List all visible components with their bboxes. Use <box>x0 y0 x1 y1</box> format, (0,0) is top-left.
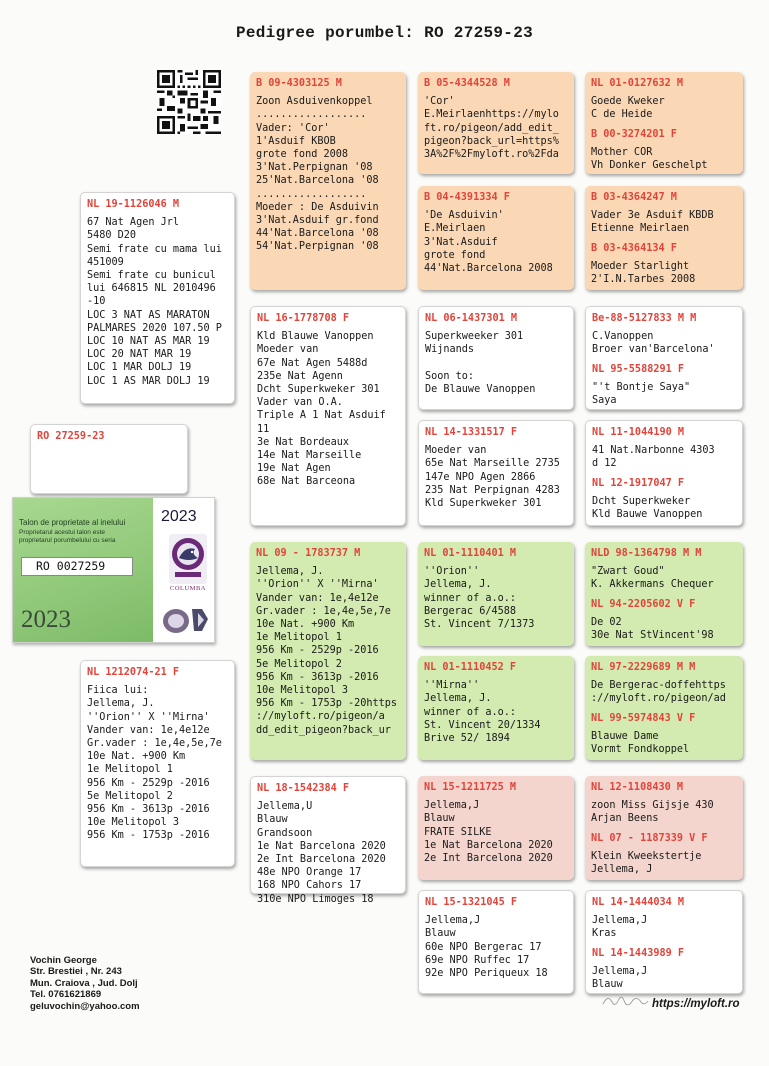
sire-dam-ring: NL 16-1778708 F <box>257 313 350 324</box>
ownership-card-brand: COLUMBA <box>169 585 206 592</box>
dds-ring: NL 15-1211725 M <box>424 782 517 793</box>
dss-ring: NL 01-1110401 M <box>424 548 517 559</box>
sdd-card: NL 14-1331517 F Moeder van 65e Nat Marseille 2735 147e NPO Agen 2866 235 Nat Perpignan 4283 Kld Superkweker 301 <box>418 420 574 526</box>
ddd-ring: NL 15-1321045 F <box>425 897 518 908</box>
gen4-card-7: NL 12-1108430 M zoon Miss Gijsje 430 Arjan Beens NL 07 - 1187339 V F Klein Kweekstertje Jellema, J <box>585 776 743 880</box>
page-title: Pedigree porumbel: RO 27259-23 <box>235 24 534 42</box>
dsd-card: NL 01-1110452 F ''Mirna'' Jellema, J. winner of a.o.: St. Vincent 20/1334 Brive 52/ 1894 <box>418 656 574 760</box>
ownership-card-subtitle: Proprietarul acestui talon este proprietarul porumbelului cu seria <box>19 529 116 544</box>
gen4-card-3: Be-88-5127833 M M C.Vanoppen Broer van'Barcelona' NL 95-5588291 F "'t Bontje Saya" Saya <box>585 306 743 410</box>
owner-street: Str. Brestiei , Nr. 243 <box>30 966 122 978</box>
gen4-card-2: B 03-4364247 M Vader 3e Asduif KBDB Etienne Meirlaen B 03-4364134 F Moeder Starlight 2'I.N.Tarbes 2008 <box>585 186 743 290</box>
federation-logo-icon <box>158 603 216 635</box>
sire-card: NL 19-1126046 M 67 Nat Agen Jrl 5480 D20 Semi frate cu mama lui 451009 Semi frate cu bunicul lui 646815 NL 2010496 -10 LOC 3 NAT AS MARATON PALMARES 2020 107.50 P LOC 10 NAT AS MAR 19 LOC 20 NAT MAR 19 LOC 1 MAR DOLJ 19 LOC 1 AS MAR DOLJ 19 <box>80 192 235 404</box>
sdd-ring: NL 14-1331517 F <box>425 427 518 438</box>
ddd-card: NL 15-1321045 F Jellema,J Blauw 60e NPO Bergerac 17 69e NPO Ruffec 17 92e NPO Periqueux 18 <box>418 890 574 994</box>
website-link[interactable]: https://myloft.ro <box>652 998 740 1010</box>
columba-logo-icon <box>165 532 211 590</box>
owner-city: Mun. Craiova , Jud. Dolj <box>30 977 138 989</box>
dds-card: NL 15-1211725 M Jellema,J Blauw FRATE SILKE 1e Nat Barcelona 2020 2e Int Barcelona 2020 <box>418 776 574 880</box>
dam-sire-card: NL 09 - 1783737 M Jellema, J. ''Orion'' X ''Mirna' Vander van: 1e,4e12e Gr.vader : 1e,4e,5e,7e 10e Nat. +900 Km 1e Melitopol 1 956 Km - 2529p -2016 5e Melitopol 2 956 Km - 3613p -2016 10e Melitopol 3 956 Km - 1753p -20https ://myloft.ro/pigeon/a dd_edit_pigeon?back_ur <box>250 542 406 760</box>
ownership-card-title: Talon de proprietate al inelului <box>19 518 126 527</box>
dam-ring: NL 1212074-21 F <box>87 667 180 678</box>
sss-ring: B 05-4344528 M <box>424 78 510 89</box>
ownership-card-year-large: 2023 <box>21 606 71 633</box>
owner-name: Vochin George <box>30 955 97 966</box>
dam-dam-ring: NL 18-1542384 F <box>257 783 350 794</box>
owner-contact <box>30 955 140 1012</box>
sire-sire-card: B 09-4303125 M Zoon Asduivenkoppel .................. Vader: 'Cor' 1'Asduif KBOB grote fond 2008 3'Nat.Perpignan '08 25'Nat.Barcelona '08 .................. Moeder : De Asduivin 3'Nat.Asduif gr.fond 44'Nat.Barcelona '08 54'Nat.Perpignan '08 <box>250 72 406 290</box>
ownership-card-panel <box>13 498 153 642</box>
sds-card: NL 06-1437301 M Superkweeker 301 Wijnands Soon to: De Blauwe Vanoppen <box>418 306 574 410</box>
subject-card <box>30 424 188 494</box>
dam-sire-ring: NL 09 - 1783737 M <box>256 548 361 559</box>
gen4-card-4: NL 11-1044190 M 41 Nat.Narbonne 4303 d 12 NL 12-1917047 F Dcht Superkweker Kld Bauwe Vanoppen <box>585 420 743 526</box>
sire-ring: NL 19-1126046 M <box>87 199 180 210</box>
gen4-card-8: NL 14-1444034 M Jellema,J Kras NL 14-1443989 F Jellema,J Blauw <box>585 890 743 994</box>
gen4-card-1: NL 01-0127632 M Goede Kweker C de Heide B 00-3274201 F Mother COR Vh Donker Geschelpt <box>585 72 743 174</box>
sss-card: B 05-4344528 M 'Cor' E.Meirlaenhttps://mylo ft.ro/pigeon/add_edit_ pigeon?back_url=https% 3A%2F%2Fmyloft.ro%2Fda <box>418 72 574 174</box>
sds-ring: NL 06-1437301 M <box>425 313 518 324</box>
ownership-card <box>12 497 215 643</box>
signature-mark-icon <box>600 990 650 1012</box>
dam-dam-card: NL 18-1542384 F Jellema,U Blauw Grandsoon 1e Nat Barcelona 2020 2e Int Barcelona 2020 48e NPO Orange 17 168 NPO Cahors 17 310e NPO Limoges 18 <box>250 776 406 894</box>
sire-sire-ring: B 09-4303125 M <box>256 78 342 89</box>
ssd-card: B 04-4391334 F 'De Asduivin' E.Meirlaen 3'Nat.Asduif grote fond 44'Nat.Barcelona 2008 <box>418 186 574 290</box>
owner-email: geluvochin@yahoo.com <box>30 1000 140 1012</box>
ssd-ring: B 04-4391334 F <box>424 192 510 203</box>
sire-dam-card: NL 16-1778708 F Kld Blauwe Vanoppen Moeder van 67e Nat Agen 5488d 235e Nat Agenn Dcht Superkweker 301 Vader van O.A. Triple A 1 Nat Asduif 11 3e Nat Bordeaux 14e Nat Marseille 19e Nat Agen 68e Nat Barceona <box>250 306 406 526</box>
dss-card: NL 01-1110401 M ''Orion'' Jellema, J. winner of a.o.: Bergerac 6/4588 St. Vincent 7/1373 <box>418 542 574 646</box>
gen4-card-5: NLD 98-1364798 M M "Zwart Goud" K. Akkermans Chequer NL 94-2205602 V F De 02 30e Nat StVincent'98 <box>585 542 743 646</box>
gen4-card-6: NL 97-2229689 M M De Bergerac-doffehttps ://myloft.ro/pigeon/ad NL 99-5974843 V F Blauwe Dame Vormt Fondkoppel <box>585 656 743 760</box>
subject-ring: RO 27259-23 <box>37 431 105 442</box>
ownership-card-ring-number: RO 0027259 <box>21 557 133 576</box>
dam-card: NL 1212074-21 F Fiica lui: Jellema, J. ''Orion'' X ''Mirna' Vander van: 1e,4e12e Gr.vader : 1e,4e,5e,7e 10e Nat. +900 Km 1e Melitopol 1 956 Km - 2529p -2016 5e Melitopol 2 956 Km - 3613p -2016 10e Melitopol 3 956 Km - 1753p -2016 <box>80 660 235 867</box>
ownership-card-year-small: 2023 <box>161 508 197 525</box>
dsd-ring: NL 01-1110452 F <box>424 662 517 673</box>
qr-code-icon <box>157 70 221 134</box>
owner-phone: Tel. 0761621869 <box>30 989 102 1001</box>
